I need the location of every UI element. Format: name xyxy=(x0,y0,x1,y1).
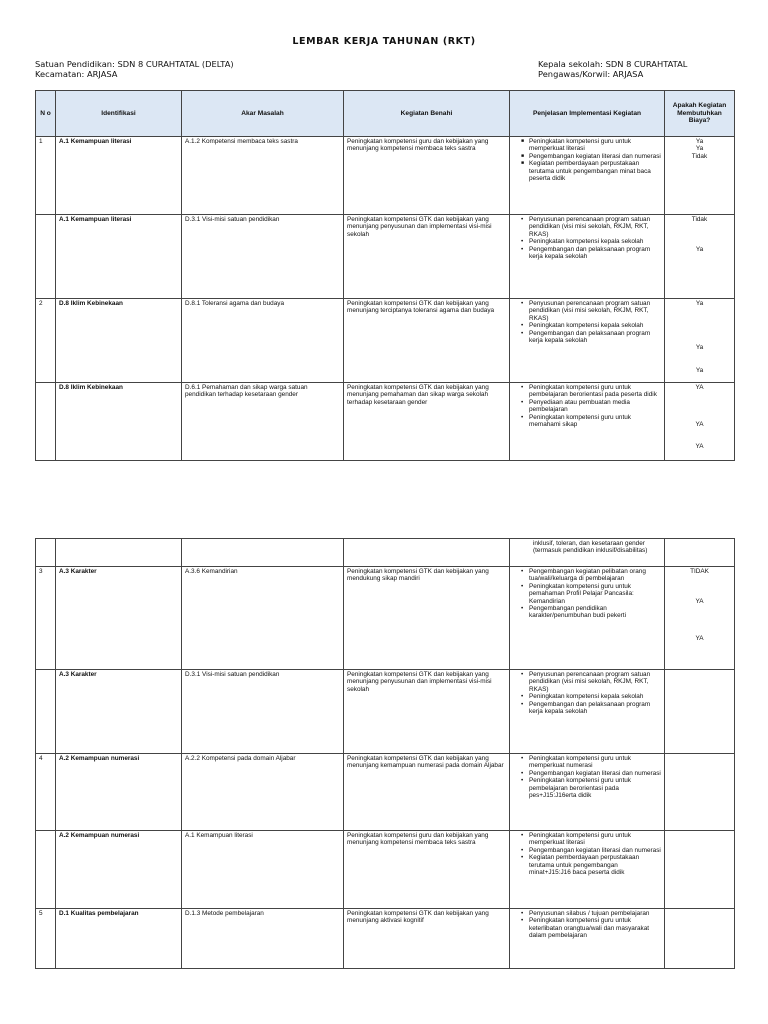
cell-biaya xyxy=(665,670,735,754)
cell-biaya xyxy=(665,909,735,969)
list-item: • Pengembangan dan pelaksanaan program kerja kepala sekolah xyxy=(521,330,661,345)
header-no xyxy=(36,91,56,137)
cell-kegiatan-benahi: Peningkatan kompetensi GTK dan kebijakan yang mendukung sikap mandiri xyxy=(344,567,510,670)
biaya-answer: Ya xyxy=(695,344,704,352)
cell-biaya xyxy=(665,567,735,670)
cell-no: 1 xyxy=(36,137,56,215)
cell-identifikasi xyxy=(56,539,182,567)
cell-kegiatan-benahi: Peningkatan kompetensi GTK dan kebijakan yang menunjang pemahaman dan sikap warga sekolah terhadap kesetaraan gender xyxy=(344,383,510,461)
cell-no: 3 xyxy=(36,567,56,670)
kepala-sekolah: Kepala sekolah: SDN 8 CURAHTATAL xyxy=(538,59,688,69)
list-item: • Peningkatan kompetensi kepala sekolah xyxy=(521,238,661,245)
cell-akar-masalah: D.3.1 Visi-misi satuan pendidikan xyxy=(182,215,344,299)
biaya-answer: Ya xyxy=(695,245,704,253)
cell-no xyxy=(36,383,56,461)
cell-penjelasan xyxy=(510,137,665,215)
list-item: • Penyusunan perencanaan program satuan pendidikan (visi misi sekolah, RKJM, RKT, RKAS) xyxy=(521,671,661,693)
list-item: • Pengembangan dan pelaksanaan program kerja kepala sekolah xyxy=(521,701,661,716)
cell-kegiatan-benahi: Peningkatan kompetensi GTK dan kebijakan yang menunjang terciptanya toleransi agama dan budaya xyxy=(344,299,510,383)
list-item: • Pengembangan kegiatan pelibatan orang tua/wali/keluarga di pembelajaran xyxy=(521,568,661,583)
implementation-list xyxy=(513,671,661,715)
list-item: • Peningkatan kompetensi kepala sekolah xyxy=(521,322,661,329)
continuation-text: inklusif, toleran, dan kesetaraan gender (termasuk pendidikan inklusif/disabilitas) xyxy=(533,540,648,555)
kecamatan: Kecamatan: ARJASA xyxy=(35,69,118,79)
table-row xyxy=(36,831,735,909)
header-akar-masalah: Akar Masalah xyxy=(182,91,344,137)
implementation-list xyxy=(513,910,661,940)
biaya-answer: YA xyxy=(695,384,704,391)
cell-kegiatan-benahi: Peningkatan kompetensi GTK dan kebijakan yang menunjang penyusunan dan implementasi visi-misi sekolah xyxy=(344,670,510,754)
list-item: • Pengembangan kegiatan literasi dan numerasi xyxy=(521,847,661,854)
list-item: • Peningkatan kompetensi guru untuk pembelajaran berorientasi pada pes+J15:J16erta didik xyxy=(521,777,661,799)
cell-biaya xyxy=(665,754,735,831)
cell-identifikasi: A.3 Karakter xyxy=(56,567,182,670)
table-row xyxy=(36,670,735,754)
list-item: ■ Pengembangan kegiatan literasi dan numerasi xyxy=(521,153,661,160)
biaya-answer: Ya xyxy=(695,300,704,307)
biaya-answer: YA xyxy=(695,597,704,605)
list-item: • Kegiatan pemberdayaan perpustakaan terutama untuk pengembangan minat+J15:J16 baca peserta didik xyxy=(521,854,661,876)
cell-penjelasan xyxy=(510,299,665,383)
cell-kegiatan-benahi: Peningkatan kompetensi GTK dan kebijakan yang menunjang aktivasi kognitif xyxy=(344,909,510,969)
biaya-answer: Ya xyxy=(695,145,704,153)
cell-kegiatan-benahi xyxy=(344,539,510,567)
list-item: • Penyusunan silabus / tujuan pembelajaran xyxy=(521,910,661,917)
implementation-list xyxy=(513,568,661,620)
pengawas: Pengawas/Korwil: ARJASA xyxy=(538,69,644,79)
table-row xyxy=(36,539,735,567)
cell-identifikasi: A.1 Kemampuan literasi xyxy=(56,215,182,299)
cell-penjelasan xyxy=(510,754,665,831)
cell-akar-masalah: D.1.3 Metode pembelajaran xyxy=(182,909,344,969)
list-item: • Peningkatan kompetensi guru untuk pemahaman Profil Pelajar Pancasila: Kemandirian xyxy=(521,583,661,605)
biaya-answer: TIDAK xyxy=(690,568,709,575)
list-item: • Pengembangan pendidikan karakter/penumbuhan budi pekerti xyxy=(521,605,661,620)
cell-kegiatan-benahi: Peningkatan kompetensi GTK dan kebijakan yang menunjang kemampuan numerasi pada domain Aljabar xyxy=(344,754,510,831)
rkt-table-page-1 xyxy=(35,90,735,461)
cell-kegiatan-benahi: Peningkatan kompetensi GTK dan kebijakan yang menunjang penyusunan dan implementasi visi-misi sekolah xyxy=(344,215,510,299)
table-row xyxy=(36,567,735,670)
table-row xyxy=(36,137,735,215)
cell-penjelasan xyxy=(510,215,665,299)
biaya-answer: Ya xyxy=(695,138,704,145)
list-item: • Penyediaan atau pembuatan media pembelajaran xyxy=(521,399,661,414)
cell-biaya xyxy=(665,539,735,567)
header-identifikasi: Identifikasi xyxy=(56,91,182,137)
header-no-text: N o xyxy=(40,109,51,117)
cell-akar-masalah xyxy=(182,539,344,567)
document-title: LEMBAR KERJA TAHUNAN (RKT) xyxy=(292,36,476,47)
biaya-answer: Tidak xyxy=(691,216,708,223)
cell-no xyxy=(36,215,56,299)
table-body-page-1 xyxy=(36,137,735,461)
list-item: • Peningkatan kompetensi guru untuk memahami sikap xyxy=(521,414,661,429)
cell-no: 5 xyxy=(36,909,56,969)
list-item: ■ Kegiatan pemberdayaan perpustakaan terutama untuk pengembangan minat baca peserta didik xyxy=(521,160,661,182)
implementation-list xyxy=(513,832,661,876)
meta-left xyxy=(35,59,234,79)
cell-no xyxy=(36,539,56,567)
list-item: • Pengembangan kegiatan literasi dan numerasi xyxy=(521,770,661,777)
cell-akar-masalah: D.6.1 Pemahaman dan sikap warga satuan pendidikan terhadap kesetaraan gender xyxy=(182,383,344,461)
cell-no xyxy=(36,670,56,754)
cell-biaya xyxy=(665,137,735,215)
cell-penjelasan xyxy=(510,909,665,969)
biaya-answer: Ya xyxy=(695,366,704,374)
cell-akar-masalah: D.3.1 Visi-misi satuan pendidikan xyxy=(182,670,344,754)
list-item: • Peningkatan kompetensi guru untuk memperkuat numerasi xyxy=(521,755,661,770)
satuan-pendidikan: Satuan Pendidikan: SDN 8 CURAHTATAL (DELTA) xyxy=(35,59,234,69)
cell-akar-masalah: A.1.2 Kompetensi membaca teks sastra xyxy=(182,137,344,215)
cell-identifikasi: D.1 Kualitas pembelajaran xyxy=(56,909,182,969)
list-item: ■ Peningkatan kompetensi guru untuk memperkuat literasi xyxy=(521,138,661,153)
table-row xyxy=(36,383,735,461)
cell-akar-masalah: A.3.6 Kemandirian xyxy=(182,567,344,670)
meta-right xyxy=(538,59,687,79)
cell-akar-masalah: D.8.1 Toleransi agama dan budaya xyxy=(182,299,344,383)
cell-identifikasi: D.8 Iklim Kebinekaan xyxy=(56,299,182,383)
biaya-answer: YA xyxy=(695,443,704,451)
cell-no xyxy=(36,831,56,909)
cell-identifikasi: D.8 Iklim Kebinekaan xyxy=(56,383,182,461)
implementation-list xyxy=(513,216,661,260)
cell-akar-masalah: A.2.2 Kompetensi pada domain Aljabar xyxy=(182,754,344,831)
cell-identifikasi: A.2 Kemampuan numerasi xyxy=(56,831,182,909)
implementation-list xyxy=(513,138,661,182)
cell-biaya xyxy=(665,215,735,299)
table-row xyxy=(36,754,735,831)
cell-identifikasi: A.2 Kemampuan numerasi xyxy=(56,754,182,831)
list-item: • Peningkatan kompetensi guru untuk pembelajaran berorientasi pada peserta didik xyxy=(521,384,661,399)
cell-biaya xyxy=(665,831,735,909)
rkt-table-page-2 xyxy=(35,538,735,969)
header-kegiatan-benahi: Kegiatan Benahi xyxy=(344,91,510,137)
cell-biaya xyxy=(665,299,735,383)
header-penjelasan: Penjelasan Implementasi Kegiatan xyxy=(510,91,665,137)
cell-akar-masalah: A.1 Kemampuan literasi xyxy=(182,831,344,909)
table-row xyxy=(36,299,735,383)
cell-kegiatan-benahi: Peningkatan kompetensi guru dan kebijakan yang menunjang kompetensi membaca teks sastra xyxy=(344,831,510,909)
cell-penjelasan xyxy=(510,539,665,567)
header-biaya: Apakah Kegiatan Membutuhkan Biaya? xyxy=(665,91,735,137)
list-item: • Penyusunan perencanaan program satuan pendidikan (visi misi sekolah, RKJM, RKT, RKAS) xyxy=(521,216,661,238)
cell-identifikasi: A.3 Karakter xyxy=(56,670,182,754)
cell-biaya xyxy=(665,383,735,461)
cell-penjelasan xyxy=(510,383,665,461)
table-body-page-2 xyxy=(36,539,735,969)
cell-no: 2 xyxy=(36,299,56,383)
table-row xyxy=(36,909,735,969)
implementation-list xyxy=(513,755,661,799)
list-item: • Peningkatan kompetensi guru untuk memperkuat literasi xyxy=(521,832,661,847)
list-item: • Peningkatan kompetensi guru untuk keterlibatan orangtua/wali dan masyarakat dalam pembelajaran xyxy=(521,917,661,939)
implementation-list xyxy=(513,384,661,428)
list-item: • Peningkatan kompetensi kepala sekolah xyxy=(521,693,661,700)
cell-no: 4 xyxy=(36,754,56,831)
biaya-answer: YA xyxy=(695,634,704,642)
implementation-list xyxy=(513,300,661,344)
list-item: • Penyusunan perencanaan program satuan pendidikan (visi misi sekolah, RKJM, RKT, RKAS) xyxy=(521,300,661,322)
biaya-answer: YA xyxy=(695,421,704,428)
cell-penjelasan xyxy=(510,670,665,754)
cell-kegiatan-benahi: Peningkatan kompetensi guru dan kebijakan yang menunjang kompetensi membaca teks sastra xyxy=(344,137,510,215)
cell-penjelasan xyxy=(510,567,665,670)
list-item: • Pengembangan dan pelaksanaan program kerja kepala sekolah xyxy=(521,246,661,261)
cell-penjelasan xyxy=(510,831,665,909)
cell-identifikasi: A.1 Kemampuan literasi xyxy=(56,137,182,215)
biaya-answer: Tidak xyxy=(691,152,708,160)
table-row xyxy=(36,215,735,299)
